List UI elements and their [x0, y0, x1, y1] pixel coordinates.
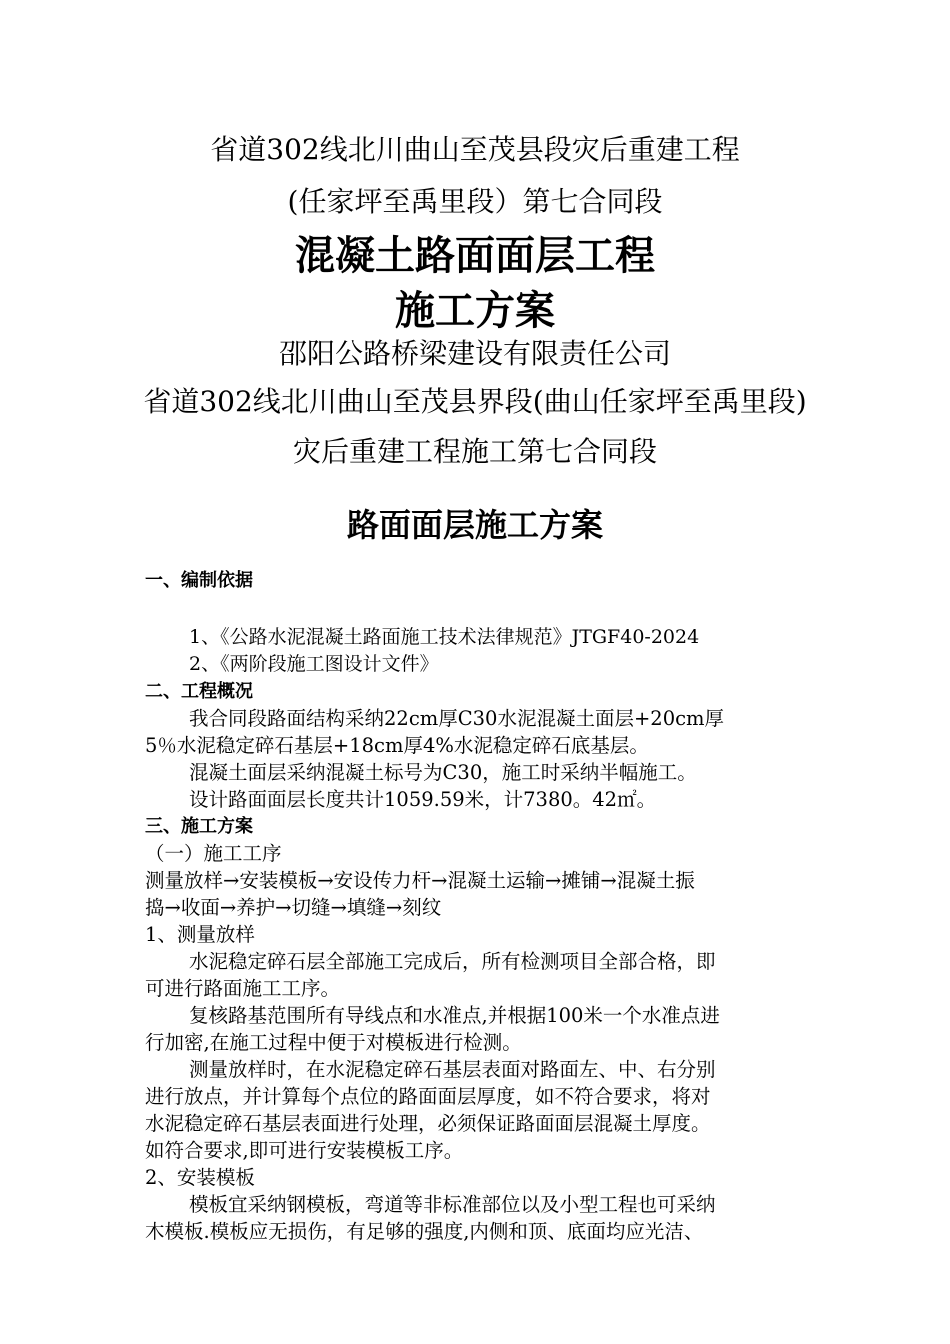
- process-flow-line: 测量放样→安装模板→安设传力杆→混凝土运输→摊铺→混凝土振: [145, 869, 695, 892]
- paragraph-line: 木模板.模板应无损伤，有足够的强度,内侧和顶、底面均应光洁、: [145, 1220, 704, 1243]
- step-title: 2、安装模板: [145, 1166, 255, 1189]
- subsection-title: （一）施工工序: [145, 842, 282, 865]
- paragraph-line: 混凝土面层采纳混凝土标号为C30，施工时采纳半幅施工。: [189, 761, 697, 784]
- paragraph-line: 水泥稳定碎石层全部施工完成后，所有检测项目全部合格，即: [189, 950, 716, 973]
- cover-title-2: 施工方案: [395, 288, 555, 334]
- paragraph-line: 可进行路面施工工序。: [145, 977, 341, 1000]
- body-text: [145, 624, 810, 1245]
- cover-line-2: (任家坪至禹里段）第七合同段: [287, 185, 663, 218]
- paragraph-line: 5％水泥稳定碎石基层+18cm厚4%水泥稳定碎石底基层。: [145, 734, 649, 757]
- section-3-title: 三、施工方案: [145, 816, 253, 837]
- paragraph-line: 复核路基范围所有导线点和水准点,并根据100米一个水准点进: [189, 1004, 720, 1027]
- reference-item: 1、《公路水泥混凝土路面施工技术法律规范》JTGF40-2024: [189, 626, 700, 648]
- section-2-title: 二、工程概况: [145, 681, 253, 702]
- paragraph-line: 水泥稳定碎石基层表面进行处理，必须保证路面面层混凝土厚度。: [145, 1112, 711, 1135]
- paragraph-line: 进行放点，并计算每个点位的路面面层厚度，如不符合要求，将对: [145, 1085, 711, 1108]
- paragraph-line: 测量放样时，在水泥稳定碎石基层表面对路面左、中、右分别: [189, 1058, 716, 1081]
- reference-item: 2、《两阶段施工图设计文件》: [189, 653, 439, 675]
- section-1: [145, 567, 810, 594]
- paragraph-line: 设计路面面层长度共计1059.59米，计7380。42㎡。: [189, 788, 657, 811]
- cover-project-2: 灾后重建工程施工第七合同段: [292, 435, 657, 468]
- cover-line-1: 省道302线北川曲山至茂县段灾后重建工程: [210, 133, 740, 166]
- process-flow-line: 捣→收面→养护→切缝→填缝→刻纹: [145, 896, 442, 919]
- cover-project-1: 省道302线北川曲山至茂县界段(曲山任家坪至禹里段): [143, 385, 807, 418]
- paragraph-line: 模板宜采纳钢模板，弯道等非标准部位以及小型工程也可采纳: [189, 1193, 716, 1216]
- step-title: 1、测量放样: [145, 923, 255, 946]
- document-heading: 路面面层施工方案: [346, 506, 603, 544]
- section-1-title: 一、编制依据: [145, 570, 253, 591]
- paragraph-line: 如符合要求,即可进行安装模板工序。: [145, 1139, 464, 1162]
- paragraph-line: 我合同段路面结构采纳22cm厚C30水泥混凝土面层+20cm厚: [189, 707, 725, 730]
- cover-company: 邵阳公路桥梁建设有限责任公司: [278, 337, 671, 370]
- paragraph-line: 行加密,在施工过程中便于对模板进行检测。: [145, 1031, 522, 1054]
- cover-title-1: 混凝土路面面层工程: [295, 233, 655, 279]
